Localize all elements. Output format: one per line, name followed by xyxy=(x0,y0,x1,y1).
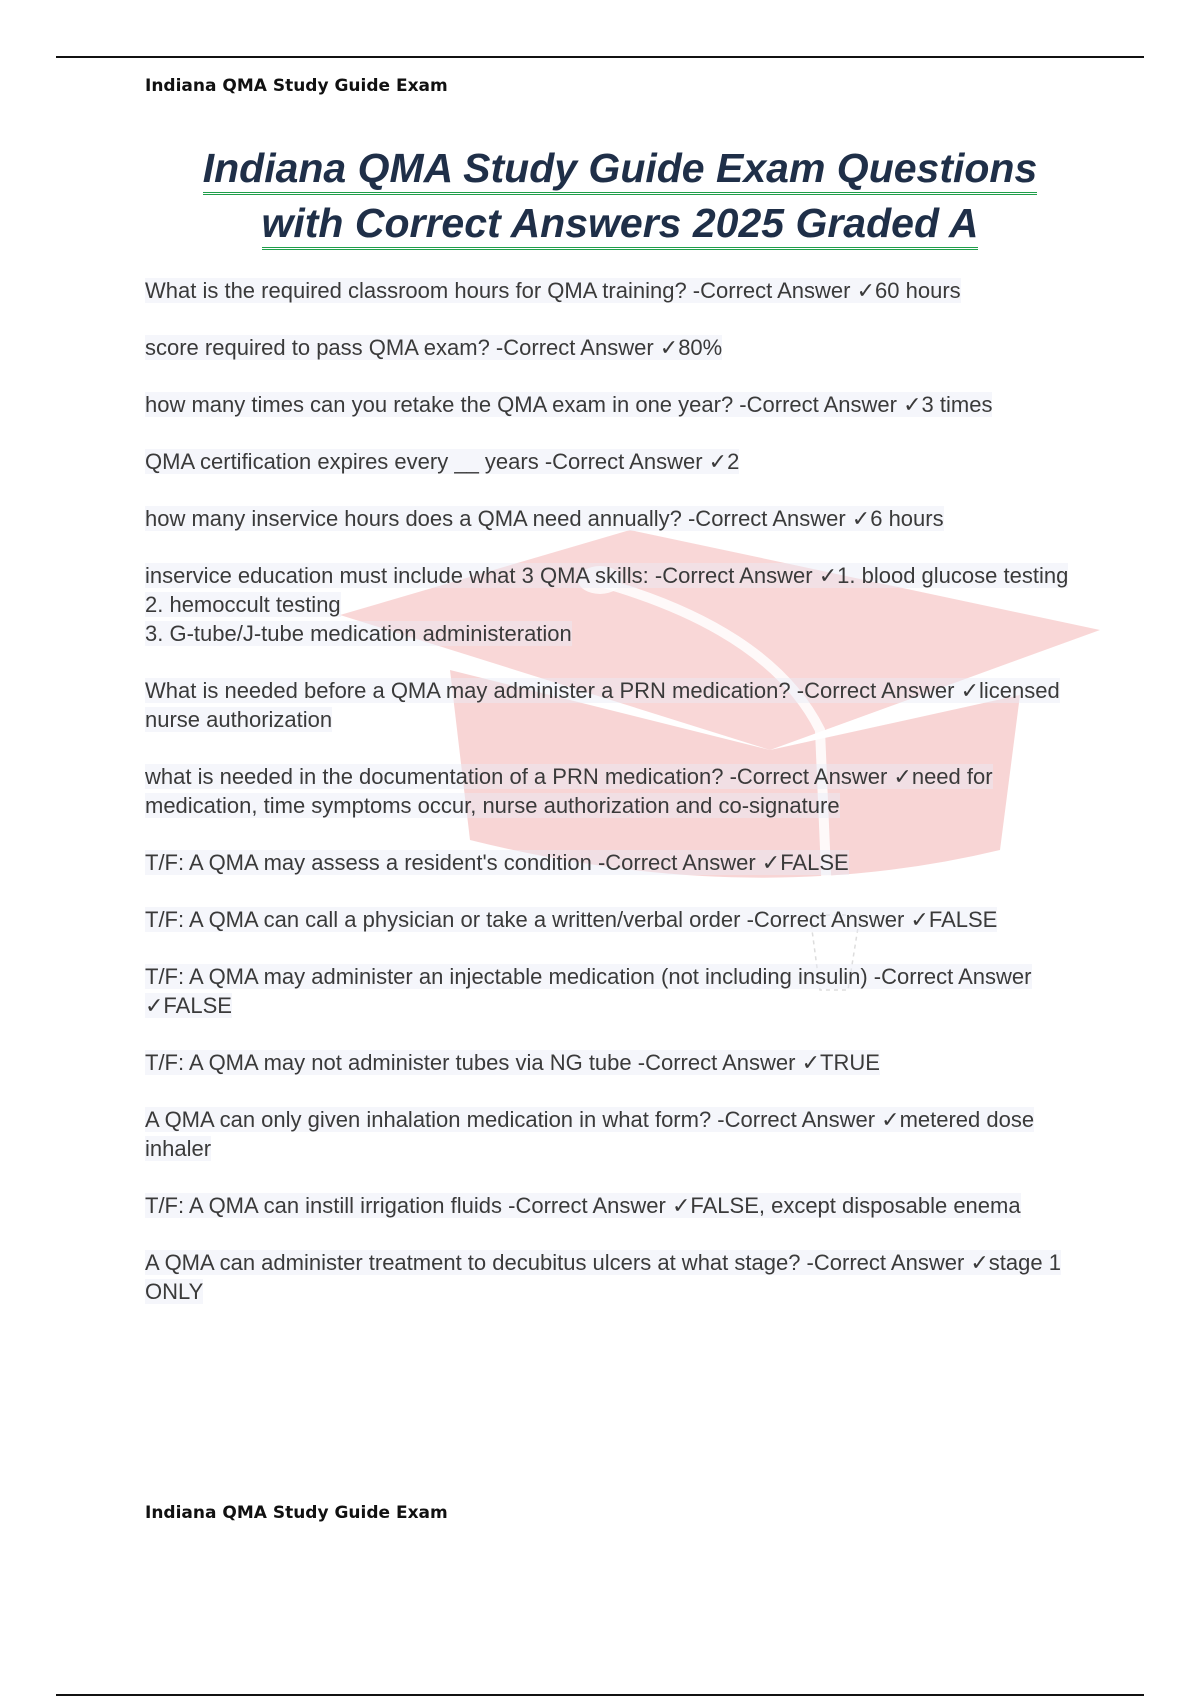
qa-text: QMA certification expires every __ years -Correct Answer ✓2 xyxy=(145,449,740,474)
qa-text: A QMA can administer treatment to decubitus ulcers at what stage? -Correct Answer ✓stage 1 ONLY xyxy=(145,1250,1061,1304)
qa-text: What is the required classroom hours for QMA training? -Correct Answer ✓60 hours xyxy=(145,278,961,303)
title-line-2: with Correct Answers 2025 Graded A xyxy=(262,200,979,250)
top-rule xyxy=(56,56,1144,58)
qa-text: how many inservice hours does a QMA need annually? -Correct Answer ✓6 hours xyxy=(145,506,944,531)
qa-item xyxy=(145,390,1095,419)
qa-text: T/F: A QMA may administer an injectable medication (not including insulin) -Correct Answer ✓FALSE xyxy=(145,964,1032,1018)
qa-text: What is needed before a QMA may administer a PRN medication? -Correct Answer ✓licensed nurse authorization xyxy=(145,678,1060,732)
document-title xyxy=(145,145,1095,255)
qa-item xyxy=(145,333,1095,362)
qa-item xyxy=(145,676,1095,734)
qa-item xyxy=(145,504,1095,533)
qa-item xyxy=(145,1191,1095,1220)
title-line-1: Indiana QMA Study Guide Exam Questions xyxy=(203,145,1038,195)
qa-text: T/F: A QMA can call a physician or take a written/verbal order -Correct Answer ✓FALSE xyxy=(145,907,998,932)
qa-text: score required to pass QMA exam? -Correct Answer ✓80% xyxy=(145,335,723,360)
qa-item xyxy=(145,447,1095,476)
running-header: Indiana QMA Study Guide Exam xyxy=(145,76,448,96)
qa-text: what is needed in the documentation of a PRN medication? -Correct Answer ✓need for medication, time symptoms occur, nurse authorization and co-signature xyxy=(145,764,993,818)
qa-text: T/F: A QMA can instill irrigation fluids -Correct Answer ✓FALSE, except disposable enema xyxy=(145,1193,1021,1218)
qa-item xyxy=(145,905,1095,934)
qa-item xyxy=(145,762,1095,820)
qa-text: T/F: A QMA may not administer tubes via NG tube -Correct Answer ✓TRUE xyxy=(145,1050,880,1075)
qa-item xyxy=(145,848,1095,877)
qa-text: how many times can you retake the QMA exam in one year? -Correct Answer ✓3 times xyxy=(145,392,993,417)
qa-item xyxy=(145,1248,1095,1306)
qa-text: T/F: A QMA may assess a resident's condition -Correct Answer ✓FALSE xyxy=(145,850,849,875)
qa-item xyxy=(145,561,1095,648)
qa-item xyxy=(145,962,1095,1020)
question-answer-list xyxy=(145,276,1095,1334)
qa-text: A QMA can only given inhalation medication in what form? -Correct Answer ✓metered dose inhaler xyxy=(145,1107,1035,1161)
qa-item xyxy=(145,276,1095,305)
bottom-rule xyxy=(56,1694,1144,1696)
qa-text: inservice education must include what 3 QMA skills: -Correct Answer ✓1. blood glucose testing 2. hemoccult testing 3. G-tube/J-tube medication administeration xyxy=(145,563,1069,646)
qa-item xyxy=(145,1048,1095,1077)
running-footer: Indiana QMA Study Guide Exam xyxy=(145,1503,448,1523)
qa-item xyxy=(145,1105,1095,1163)
